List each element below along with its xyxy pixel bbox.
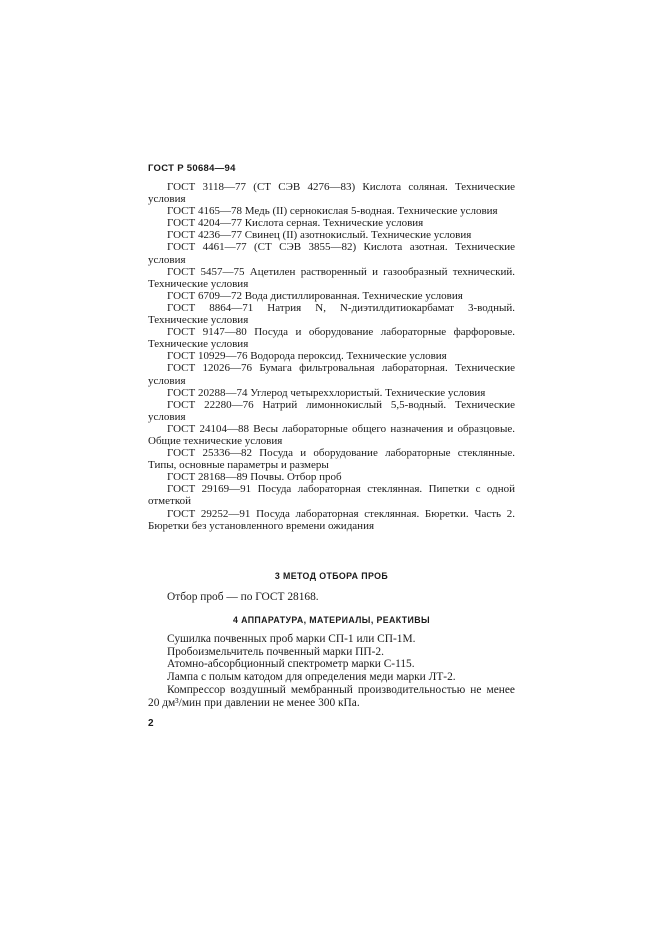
- equipment-item: Компрессор воздушный мембранный производительностью не менее 20 дм³/мин при давлении не менее 300 кПа.: [148, 683, 515, 709]
- section-3-title: 3 МЕТОД ОТБОРА ПРОБ: [274, 571, 389, 581]
- reference-item: ГОСТ 24104—88 Весы лабораторные общего назначения и образцовые. Общие технические условия: [148, 422, 515, 447]
- section-4-list: [148, 633, 515, 709]
- section-3-text: Отбор проб — по ГОСТ 28168.: [167, 591, 319, 603]
- reference-item: ГОСТ 10929—76 Водорода пероксид. Технические условия: [167, 350, 447, 363]
- reference-item: ГОСТ 28168—89 Почвы. Отбор проб: [167, 471, 342, 484]
- reference-item: ГОСТ 29252—91 Посуда лабораторная стеклянная. Бюретки. Часть 2. Бюретки без установленного времени ожидания: [148, 507, 515, 532]
- reference-item: ГОСТ 9147—80 Посуда и оборудование лабораторные фарфоровые. Технические условия: [148, 326, 515, 351]
- equipment-item: Лампа с полым катодом для определения меди марки ЛТ-2.: [167, 671, 456, 684]
- reference-item: ГОСТ 29169—91 Посуда лабораторная стеклянная. Пипетки с одной отметкой: [148, 483, 515, 508]
- section-3-body: [148, 591, 515, 604]
- normative-references-list: [148, 181, 515, 532]
- equipment-item: Пробоизмельчитель почвенный марки ПП-2.: [167, 645, 384, 658]
- reference-item: ГОСТ 4204—77 Кислота серная. Технические условия: [167, 217, 424, 230]
- reference-item: ГОСТ 3118—77 (СТ СЭВ 4276—83) Кислота соляная. Технические условия: [148, 181, 515, 206]
- section-4-title: 4 АППАРАТУРА, МАТЕРИАЛЫ, РЕАКТИВЫ: [232, 615, 431, 625]
- reference-item: ГОСТ 20288—74 Углерод четыреххлористый. Технические условия: [167, 386, 486, 399]
- reference-item: ГОСТ 22280—76 Натрий лимоннокислый 5,5-водный. Технические условия: [148, 398, 515, 423]
- equipment-item: Сушилка почвенных проб марки СП-1 или СП-1М.: [167, 633, 416, 645]
- reference-item: ГОСТ 5457—75 Ацетилен растворенный и газообразный технический. Технические условия: [148, 265, 515, 290]
- reference-item: ГОСТ 6709—72 Вода дистиллированная. Технические условия: [167, 289, 463, 302]
- reference-item: ГОСТ 4461—77 (СТ СЭВ 3855—82) Кислота азотная. Технические условия: [148, 241, 515, 266]
- reference-item: ГОСТ 4165—78 Медь (II) сернокислая 5-водная. Технические условия: [167, 205, 498, 218]
- equipment-item: Атомно-абсорбционный спектрометр марки С-115.: [167, 658, 415, 671]
- reference-item: ГОСТ 8864—71 Натрия N, N-диэтилдитиокарбамат 3-водный. Технические условия: [148, 301, 515, 327]
- reference-item: ГОСТ 4236—77 Свинец (II) азотнокислый. Технические условия: [167, 229, 472, 242]
- reference-item: ГОСТ 25336—82 Посуда и оборудование лабораторные стеклянные. Типы, основные параметры и размеры: [148, 447, 515, 472]
- page-number: 2: [148, 718, 154, 729]
- reference-item: ГОСТ 12026—76 Бумага фильтровальная лабораторная. Технические условия: [148, 362, 515, 387]
- page-header-doc-code: ГОСТ Р 50684—94: [148, 163, 236, 174]
